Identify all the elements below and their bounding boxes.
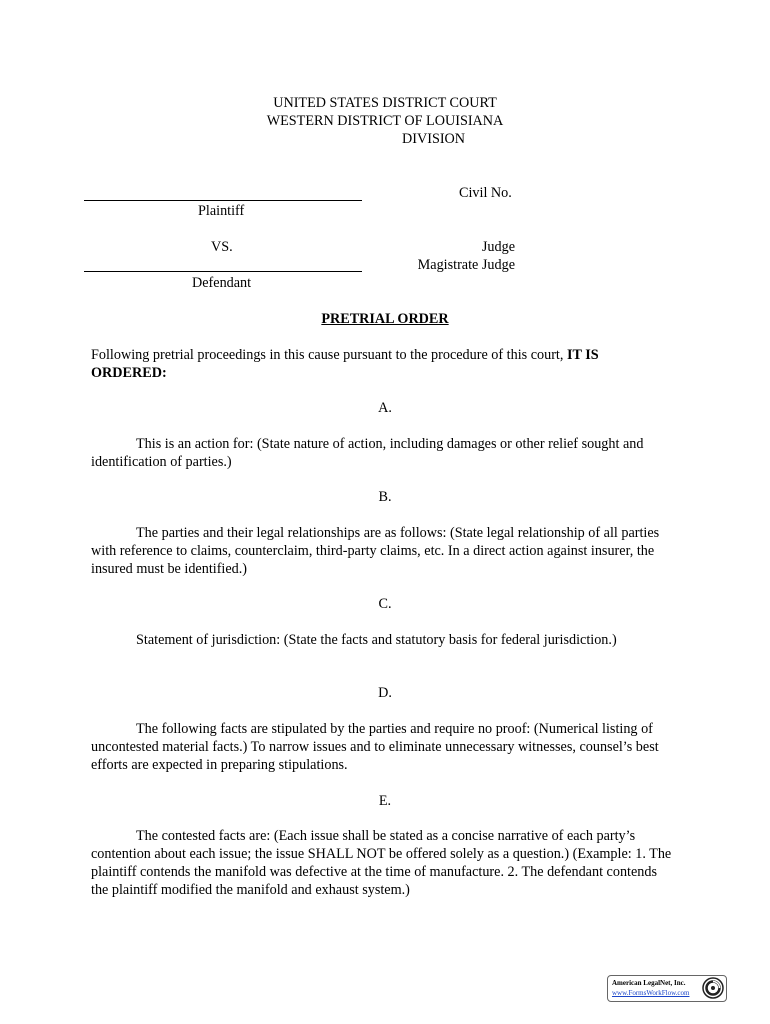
publisher-logo-icon xyxy=(702,977,724,999)
vs-label: VS. xyxy=(211,239,233,255)
district-name: WESTERN DISTRICT OF LOUISIANA xyxy=(266,113,504,129)
intro-ordered: IT IS ORDERED: xyxy=(91,347,599,381)
plaintiff-label: Plaintiff xyxy=(198,203,245,219)
document-title: PRETRIAL ORDER xyxy=(321,311,449,327)
intro-text: Following pretrial proceedings in this cause pursuant to the procedure of this court, xyxy=(91,347,567,363)
section-text: The parties and their legal relationships are as follows: (State legal relationship of all parties with reference to claims, counterclaim, third-party claims, etc. In a direct action against insurer, the insured must be identified.) xyxy=(91,525,660,577)
judge-label: Judge xyxy=(481,239,515,255)
section-text: Statement of jurisdiction: (State the facts and statutory basis for federal jurisdiction.) xyxy=(136,632,617,648)
section-letter: C. xyxy=(378,596,392,612)
intro-paragraph xyxy=(91,346,651,382)
section-letter: E. xyxy=(378,793,392,809)
publisher-name: American LegalNet, Inc. xyxy=(612,979,686,987)
section-text: This is an action for: (State nature of action, including damages or other relief sought and identification of parties.) xyxy=(91,436,644,470)
defendant-line xyxy=(84,271,362,272)
plaintiff-line xyxy=(84,200,362,201)
section-letter: D. xyxy=(378,685,392,701)
civil-no-label: Civil No. xyxy=(459,185,512,201)
section-text: The following facts are stipulated by the parties and require no proof: (Numerical listing of uncontested material facts.) To narrow issues and to eliminate unnecessary witnesses, counsel’s best efforts are expected in preparing stipulations. xyxy=(91,721,659,773)
magistrate-judge-label: Magistrate Judge xyxy=(417,257,515,273)
defendant-label: Defendant xyxy=(192,275,252,291)
division-label: DIVISION xyxy=(402,131,466,147)
court-name: UNITED STATES DISTRICT COURT xyxy=(273,95,497,111)
section-text: The contested facts are: (Each issue shall be stated as a concise narrative of each party’s contention about each issue; the issue SHALL NOT be offered solely as a question.) (Example: 1. The plaintiff contends the manifold was defective at the time of manufacture. 2. The defendant contends the plaintiff modified the manifold and exhaust system.) xyxy=(91,828,672,898)
section-letter: A. xyxy=(378,400,392,416)
publisher-link[interactable]: www.FormsWorkFlow.com xyxy=(612,989,690,997)
publisher-badge xyxy=(607,975,727,1002)
section-letter: B. xyxy=(378,489,392,505)
